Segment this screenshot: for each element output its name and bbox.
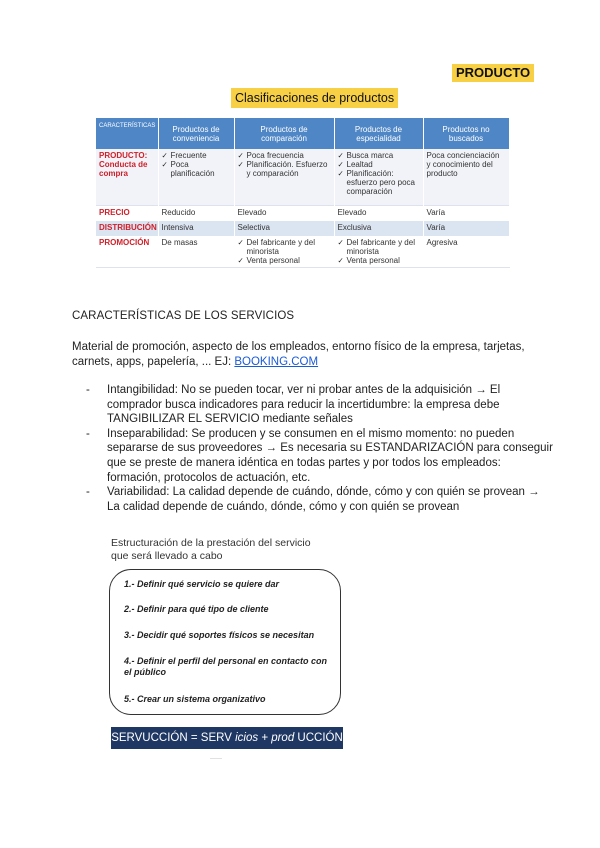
row-label: PROMOCIÓN [96, 236, 158, 268]
table-header-row [96, 118, 509, 149]
table-row [96, 236, 509, 268]
row-label: DISTRIBUCIÓN [96, 221, 158, 236]
table-cell: Elevado [234, 206, 334, 222]
banner-part: SERVUCCIÓN = SERV [111, 732, 236, 744]
header-cell: Productos de conveniencia [158, 118, 234, 149]
dash-marker: - [86, 486, 90, 499]
check-item: ✓ Lealtad [338, 160, 420, 169]
check-item: ✓ Venta personal [238, 256, 331, 265]
table-cell: Agresiva [423, 236, 509, 268]
table-cell [234, 236, 334, 268]
check-item: ✓ Venta personal [338, 256, 420, 265]
table-cell [234, 149, 334, 206]
step-2: 2.- Definir para qué tipo de cliente [124, 604, 269, 614]
list-item [86, 485, 554, 514]
table-cell: De masas [158, 236, 234, 268]
check-item: ✓ Busca marca [338, 151, 420, 160]
table-cell: Varía [423, 206, 509, 222]
header-cell: Productos no buscados [423, 118, 509, 149]
step-4: 4.- Definir el perfil del personal en contacto con el público [124, 656, 328, 677]
servuccion-steps-box [109, 569, 341, 715]
check-item: ✓ Frecuente [162, 151, 231, 160]
table-cell [334, 236, 423, 268]
check-item: ✓ Del fabricante y del minorista [238, 238, 331, 256]
section-heading: CARACTERÍSTICAS DE LOS SERVICIOS [72, 310, 295, 322]
header-cell: Productos de comparación [234, 118, 334, 149]
tiny-mark: ——— [210, 755, 222, 760]
list-item-text: Intangibilidad: No se pueden tocar, ver ni probar antes de la adquisición → El comprador busca indicadores para reducir la incertidumbre: la empresa debe TANGIBILIZAR EL SERVICIO mediante señales [107, 384, 501, 426]
servuccion-banner [111, 727, 343, 749]
table-title: Clasificaciones de productos [231, 88, 398, 108]
check-item: ✓ Del fabricante y del minorista [338, 238, 420, 256]
booking-link[interactable]: BOOKING.COM [234, 356, 319, 368]
intro-text: Material de promoción, aspecto de los empleados, entorno físico de la empresa, tarjetas, carnets, apps, papelería, ... EJ: [72, 341, 525, 368]
step-3: 3.- Decidir qué soportes físicos se necesitan [124, 630, 315, 640]
banner-italic: icios + prod [235, 732, 295, 744]
table-row [96, 206, 509, 222]
header-cell: Productos de especialidad [334, 118, 423, 149]
list-item [86, 427, 554, 485]
step-5: 5.- Crear un sistema organizativo [124, 694, 266, 704]
check-item: ✓ Poca planificación [162, 160, 231, 178]
intro-paragraph [72, 340, 542, 370]
row-label: PRODUCTO: Conducta de compra [96, 149, 158, 206]
dash-marker: - [86, 384, 90, 396]
header-corner: CARACTERÍSTICAS [96, 118, 158, 149]
table-cell [334, 149, 423, 206]
table-cell: Elevado [334, 206, 423, 222]
check-item: ✓ Planificación: esfuerzo pero poca comparación [338, 169, 420, 196]
list-item-text: Variabilidad: La calidad depende de cuándo, dónde, cómo y con quién se provean → La calidad depende de cuándo, dónde, cómo y con quién se provean [107, 486, 540, 513]
dash-marker: - [86, 427, 90, 440]
list-item [86, 383, 554, 427]
list-item-text: Inseparabilidad: Se producen y se consumen en el mismo momento: no pueden separarse de sus proveedores → Es necesaria su ESTANDARIZACIÓN para conseguir que se preste de manera idéntica en todas partes y por todos los empleados: formación, protocolos de actuación, etc. [107, 427, 553, 484]
row-label: PRECIO [96, 206, 158, 222]
diagram-title: Estructuración de la prestación del servicio que será llevado a cabo [111, 537, 311, 562]
product-classification-table [96, 118, 510, 268]
table-row [96, 221, 509, 236]
table-cell: Exclusiva [334, 221, 423, 236]
table-cell: Selectiva [234, 221, 334, 236]
step-1: 1.- Definir qué servicio se quiere dar [124, 579, 280, 589]
table-cell: Varía [423, 221, 509, 236]
characteristics-list [86, 383, 554, 514]
table-cell: Intensiva [158, 221, 234, 236]
table-cell: Reducido [158, 206, 234, 222]
check-item: ✓ Planificación. Esfuerzo y comparación [238, 160, 331, 178]
table-row [96, 149, 509, 206]
banner-part: UCCIÓN [294, 732, 343, 744]
check-item: ✓ Poca frecuencia [238, 151, 331, 160]
producto-label: PRODUCTO [452, 64, 534, 82]
table-cell: Poca concienciación y conocimiento del producto [423, 149, 509, 206]
table-cell [158, 149, 234, 206]
